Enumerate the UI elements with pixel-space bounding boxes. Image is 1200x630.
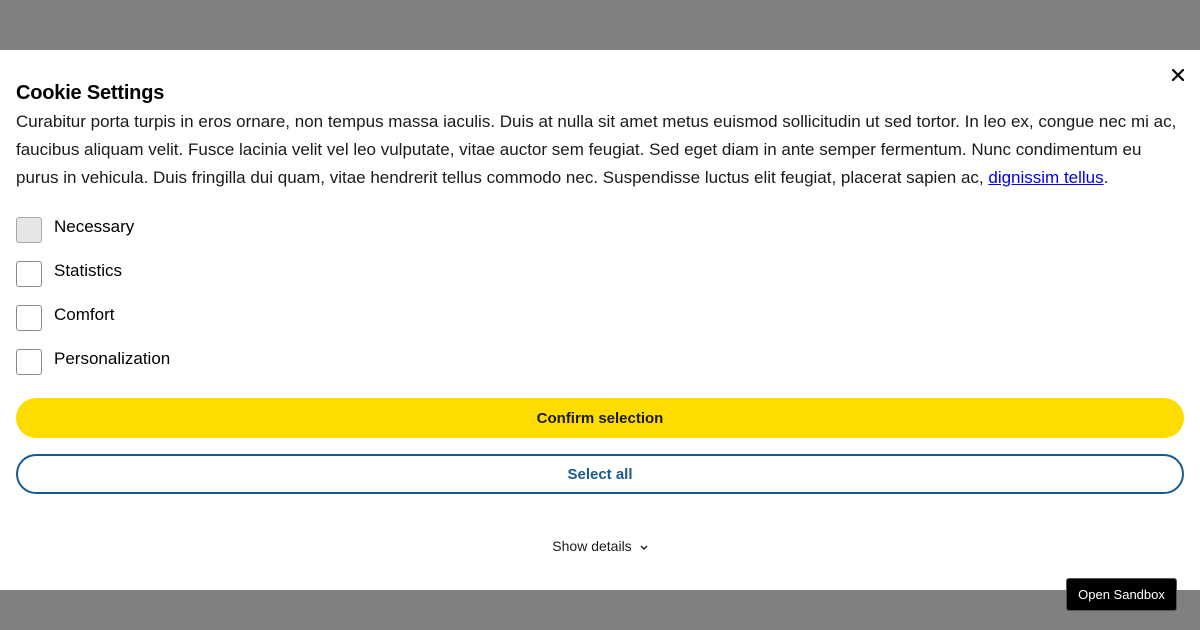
open-sandbox-button[interactable]: Open Sandbox [1066,578,1177,611]
chevron-down-icon [640,543,648,554]
close-icon [1172,69,1184,81]
close-button[interactable] [1170,67,1186,83]
personalization-checkbox[interactable] [16,349,42,375]
cookie-settings-modal [0,50,1200,590]
statistics-checkbox[interactable] [16,261,42,287]
description-end: . [1103,168,1109,187]
option-label: Necessary [54,217,135,236]
option-comfort[interactable] [16,302,170,328]
show-details-label: Show details [552,538,632,554]
description-link[interactable]: dignissim tellus [988,168,1104,187]
option-label: Statistics [54,261,123,280]
option-necessary [16,214,170,240]
comfort-checkbox[interactable] [16,305,42,331]
select-all-button[interactable]: Select all [16,454,1184,494]
option-label: Comfort [54,305,115,324]
modal-description [16,108,1186,192]
necessary-checkbox [16,217,42,243]
option-personalization[interactable] [16,346,170,372]
confirm-selection-button[interactable]: Confirm selection [16,398,1184,438]
option-label: Personalization [54,349,171,368]
cookie-options [16,214,170,390]
description-text: Curabitur porta turpis in eros ornare, non tempus massa iaculis. Duis at nulla sit amet metus euismod sollicitudin ut sed tortor. In leo ex, congue nec mi ac, faucibus aliquam velit. Fusce lacinia velit vel leo vulputate, vitae auctor sem feugiat. Sed eget diam in ante semper fermentum. Nunc condimentum eu purus in vehicula. Duis fringilla dui quam, vitae hendrerit tellus commodo nec. Suspendisse luctus elit feugiat, placerat sapien ac, [16,112,1177,187]
show-details-toggle[interactable] [0,538,1200,554]
modal-title: Cookie Settings [16,82,165,104]
option-statistics[interactable] [16,258,170,284]
